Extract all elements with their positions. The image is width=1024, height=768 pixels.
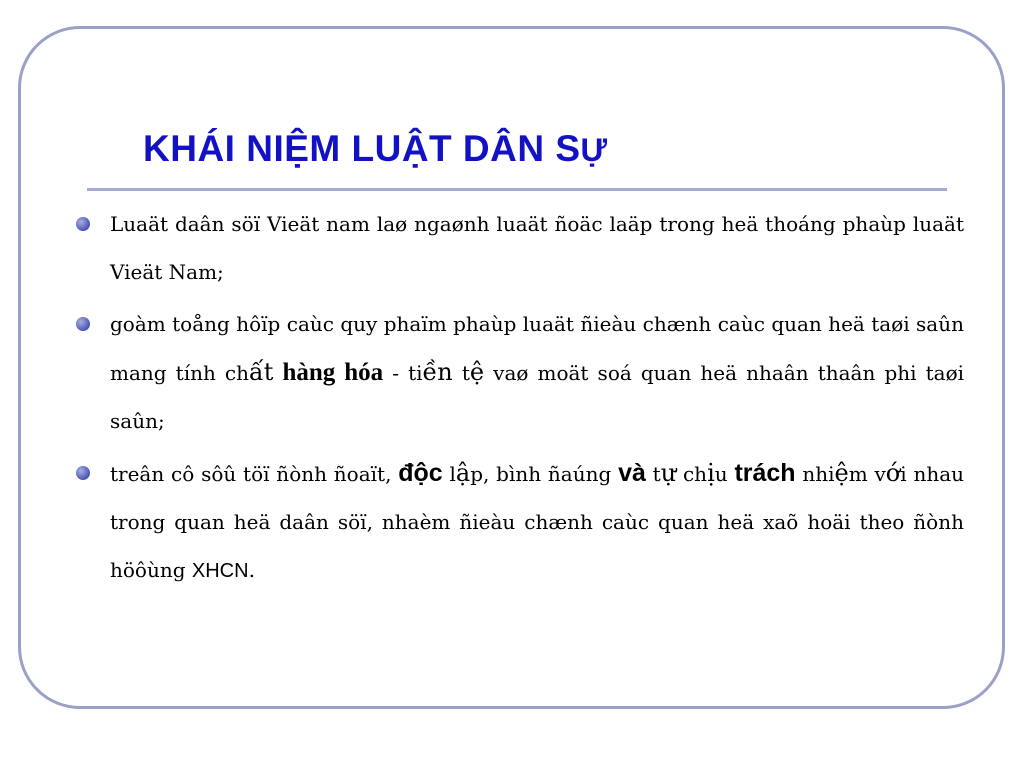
bullet-2-text: vaø moät soá quan heä nhaân thaân phi taøi saûn; [110, 361, 965, 433]
bullet-3-text: ị [707, 459, 715, 487]
slide-title-main: KHÁI NIỆM LUẬT DÂN S [143, 128, 581, 169]
bullet-3-text: u [714, 462, 735, 486]
bullet-3-text: ớ [885, 459, 901, 487]
bullet-1-text: Luaät daân söï Vieät nam laø ngaønh luaät ñoäc laäp trong heä thoáng phaùp luaät Vieät Nam; [110, 212, 964, 284]
bullet-3-text: treân cô sôû töï ñònh ñoaït, [110, 462, 399, 486]
bullet-3-text: ệ [834, 459, 849, 487]
bullet-list [74, 200, 964, 599]
bullet-3-text: l [442, 462, 456, 486]
bullet-3-abbreviation: XHCN [191, 560, 249, 582]
bullet-item-3 [74, 449, 964, 595]
title-divider [87, 188, 947, 191]
bullet-3-emphasis: trách [734, 459, 796, 487]
bullet-2-text: ất [249, 358, 274, 386]
bullet-3-text: . [248, 558, 255, 582]
bullet-3-emphasis: độc [398, 459, 443, 487]
bullet-2-text: ền [422, 358, 453, 386]
slide-title [143, 128, 608, 170]
bullet-3-emphasis: và [618, 459, 646, 487]
bullet-item-1 [74, 200, 964, 296]
bullet-icon [76, 217, 90, 231]
bullet-icon [76, 466, 90, 480]
bullet-3-text: nhi [795, 462, 835, 486]
bullet-3-text: p, bình ñaúng [470, 462, 619, 486]
bullet-3-text: ự [660, 459, 677, 487]
bullet-3-text: t [645, 462, 661, 486]
bullet-2-text: ệ [469, 358, 485, 386]
bullet-2-text: t [452, 361, 470, 385]
bullet-3-text: ch [676, 462, 708, 486]
bullet-2-emphasis: hàng hóa [282, 359, 384, 386]
bullet-icon [76, 317, 90, 331]
bullet-3-text: i nhau trong quan heä daân söï, nhaèm ñieàu chænh caùc quan heä xaõ hoäi theo ñònh höôùng [110, 462, 965, 582]
bullet-2-text: goàm toång hôïp caùc quy phaïm phaùp luaät ñieàu chænh caùc quan heä taøi saûn mang tính ch [110, 312, 964, 385]
bullet-3-text: ậ [455, 459, 471, 487]
bullet-item-2 [74, 300, 964, 445]
bullet-2-text: - ti [383, 361, 423, 385]
slide-title-tail: Ự [580, 132, 608, 168]
bullet-3-text: m v [848, 462, 886, 486]
